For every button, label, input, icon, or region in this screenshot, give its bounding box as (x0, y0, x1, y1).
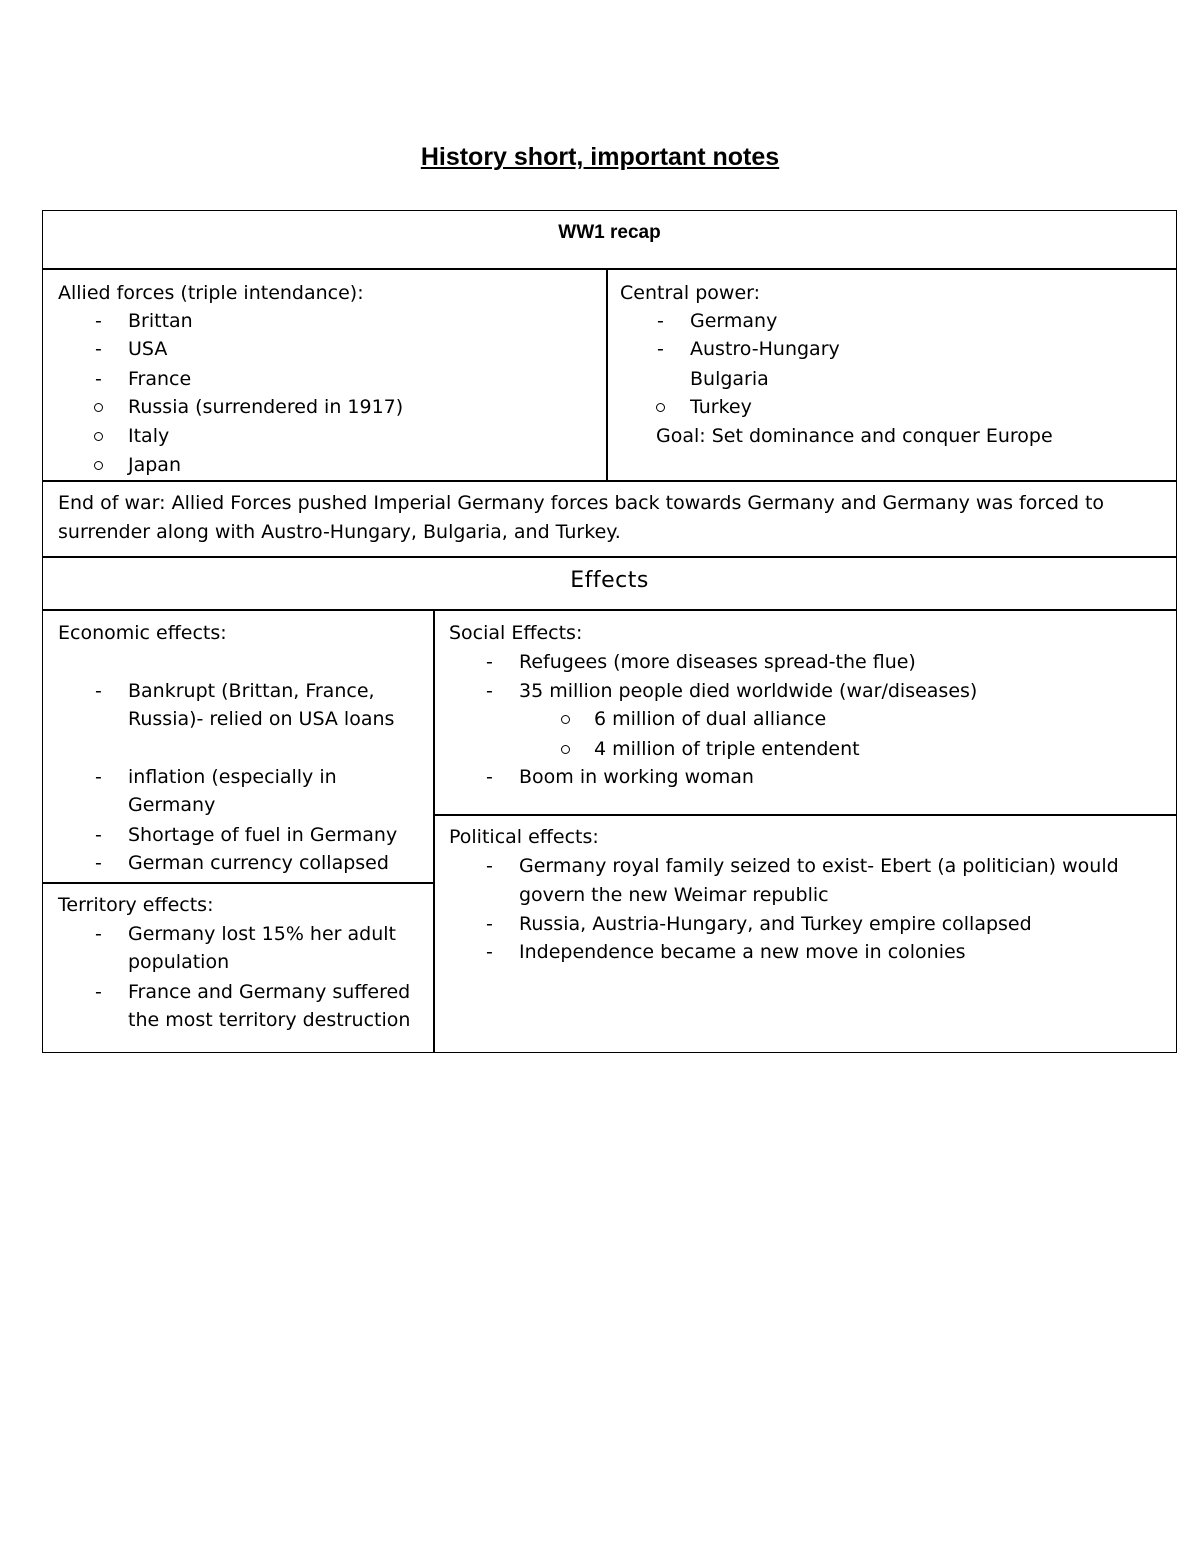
dash-bullet: - (95, 981, 102, 1003)
dash-bullet: - (486, 913, 493, 935)
list-item: Refugees (more diseases spread-the flue) (519, 651, 916, 673)
circle-bullet-icon (94, 403, 103, 412)
list-item: Independence became a new move in colonies (519, 941, 966, 963)
dash-bullet: - (486, 855, 493, 877)
list-item: Germany royal family seized to exist- Ebert (a politician) would (519, 855, 1119, 877)
list-item: France and Germany suffered (128, 981, 411, 1003)
dash-bullet: - (95, 852, 102, 874)
list-item: Austro-Hungary (690, 338, 840, 360)
dash-bullet: - (95, 310, 102, 332)
social-heading: Social Effects: (449, 622, 583, 644)
central-goal: Goal: Set dominance and conquer Europe (656, 425, 1053, 447)
dash-bullet: - (95, 766, 102, 788)
circle-bullet-icon (94, 432, 103, 441)
list-item: Boom in working woman (519, 766, 754, 788)
list-item-continuation: the most territory destruction (128, 1009, 411, 1031)
end-of-war-line: End of war: Allied Forces pushed Imperial Germany forces back towards Germany and Germany was forced to (58, 492, 1105, 514)
dash-bullet: - (657, 338, 664, 360)
list-item: German currency collapsed (128, 852, 389, 874)
list-item: Italy (128, 425, 170, 447)
economic-heading: Economic effects: (58, 622, 227, 644)
list-item: Turkey (690, 396, 752, 418)
list-item: Russia (surrendered in 1917) (128, 396, 404, 418)
list-item: USA (128, 338, 168, 360)
dash-bullet: - (657, 310, 664, 332)
list-item: Bulgaria (690, 368, 769, 390)
list-item: Bankrupt (Brittan, France, (128, 680, 375, 702)
dash-bullet: - (95, 824, 102, 846)
circle-bullet-icon (561, 715, 570, 724)
end-of-war-line: surrender along with Austro-Hungary, Bulgaria, and Turkey. (58, 521, 621, 543)
circle-bullet-icon (561, 745, 570, 754)
dash-bullet: - (95, 338, 102, 360)
dash-bullet: - (95, 680, 102, 702)
list-item: Japan (128, 454, 181, 476)
effects-header: Effects (570, 568, 649, 593)
list-item: Germany lost 15% her adult (128, 923, 396, 945)
sub-list-item: 6 million of dual alliance (594, 708, 827, 730)
list-item-continuation: Germany (128, 794, 216, 816)
list-item: France (128, 368, 192, 390)
list-item: Shortage of fuel in Germany (128, 824, 398, 846)
list-item-continuation: Russia)- relied on USA loans (128, 708, 395, 730)
sub-list-item: 4 million of triple entendent (594, 738, 860, 760)
list-item: inflation (especially in (128, 766, 337, 788)
allied-heading: Allied forces (triple intendance): (58, 282, 364, 304)
political-heading: Political effects: (449, 826, 599, 848)
dash-bullet: - (486, 680, 493, 702)
dash-bullet: - (95, 368, 102, 390)
list-item: Brittan (128, 310, 193, 332)
dash-bullet: - (95, 923, 102, 945)
list-item: Russia, Austria-Hungary, and Turkey empire collapsed (519, 913, 1032, 935)
dash-bullet: - (486, 766, 493, 788)
list-item-continuation: population (128, 951, 230, 973)
page-title: History short, important notes (420, 143, 780, 171)
list-item: Germany (690, 310, 778, 332)
recap-header: WW1 recap (558, 222, 661, 243)
dash-bullet: - (486, 941, 493, 963)
list-item-continuation: govern the new Weimar republic (519, 884, 829, 906)
list-item: 35 million people died worldwide (war/diseases) (519, 680, 978, 702)
circle-bullet-icon (656, 403, 665, 412)
central-heading: Central power: (620, 282, 761, 304)
dash-bullet: - (486, 651, 493, 673)
circle-bullet-icon (94, 461, 103, 470)
territory-heading: Territory effects: (58, 894, 214, 916)
